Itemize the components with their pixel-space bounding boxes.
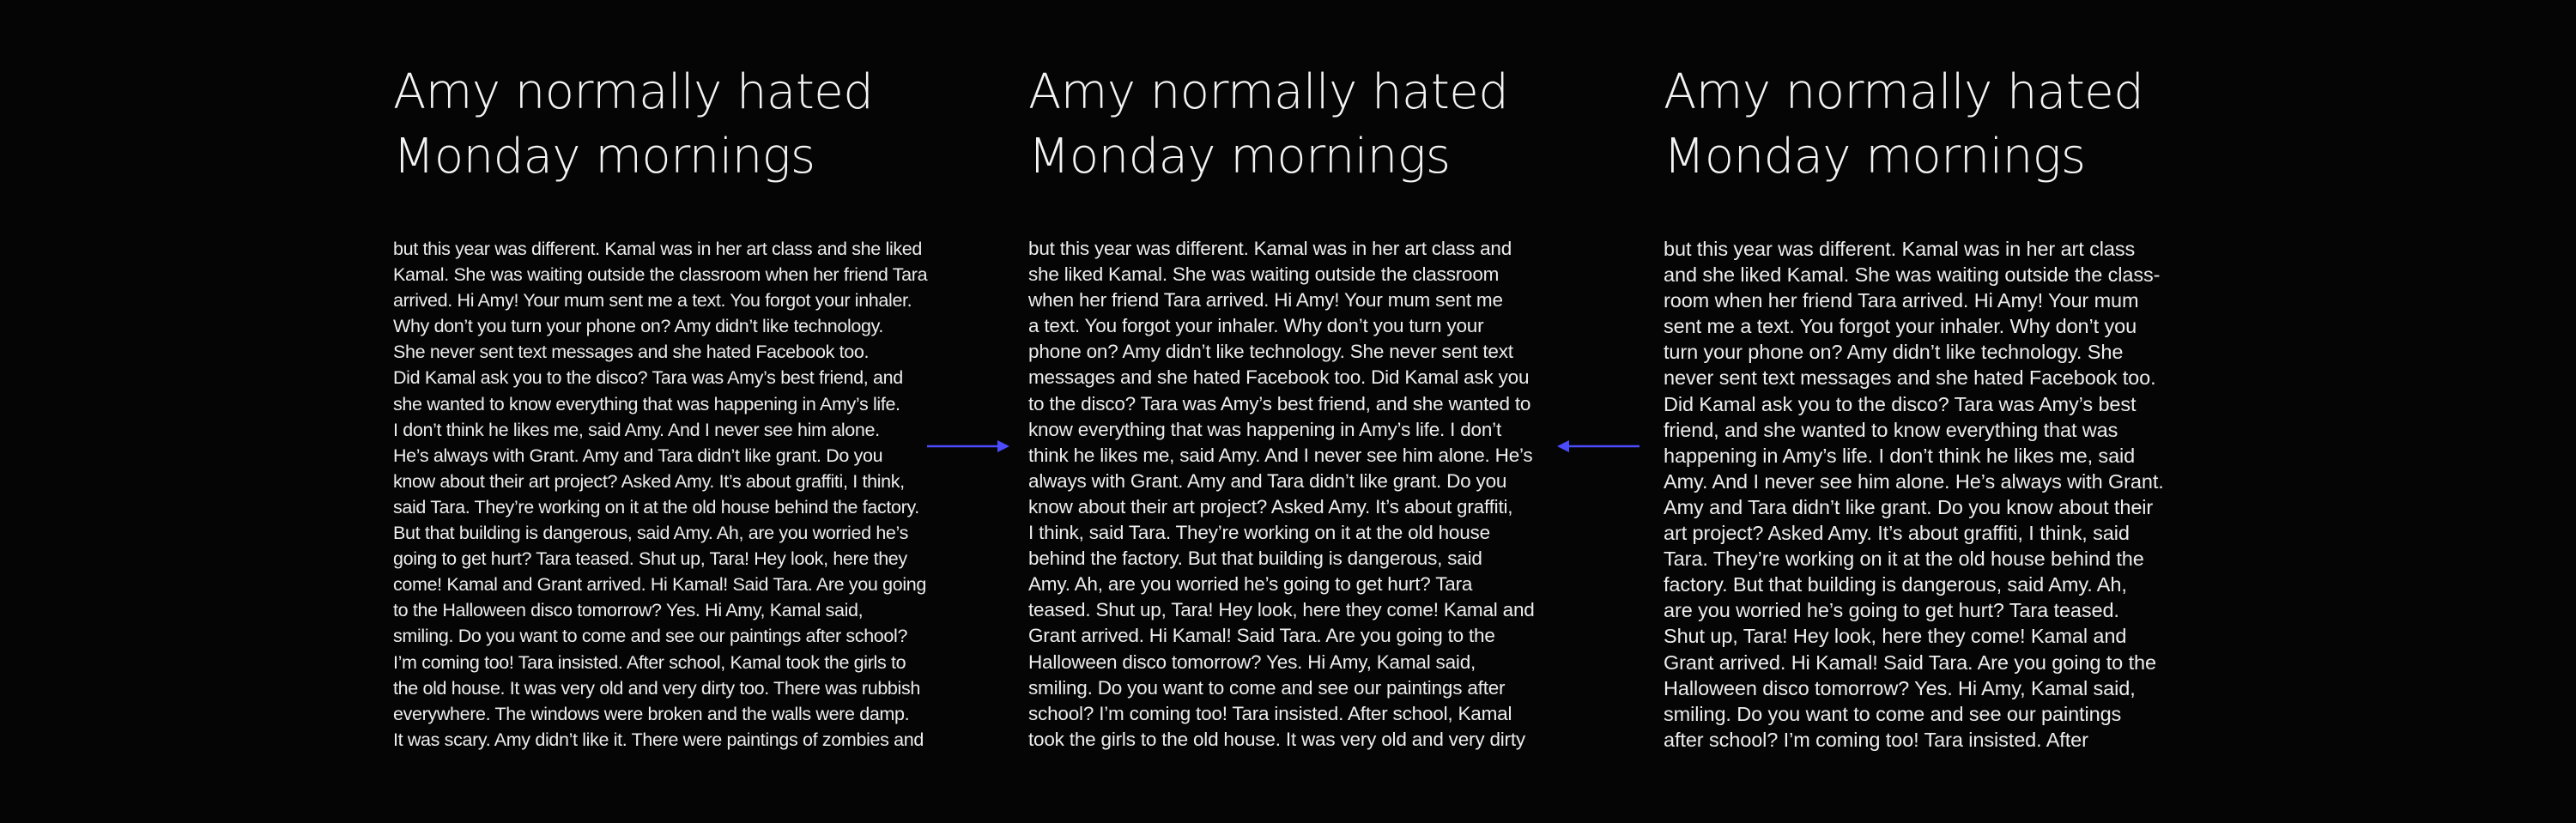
text-line: took the girls to the old house. It was very old and very dirty [1028,728,1525,750]
text-line: come! Kamal and Grant arrived. Hi Kamal! Said Tara. Are you going [393,574,926,596]
text-line: I think, said Tara. They’re working on it at the old house [1028,522,1490,544]
text-line: I don’t think he likes me, said Amy. And I never see him alone. [393,419,880,440]
text-line: always with Grant. Amy and Tara didn’t like grant. Do you [1028,469,1507,492]
text-line: Why don’t you turn your phone on? Amy didn’t like technology. [393,316,884,337]
text-line: are you worried he’s going to get hurt? Tara teased. [1664,599,2119,622]
text-line: the old house. It was very old and very dirty too. There was rubbish [393,677,920,699]
text-line: everywhere. The windows were broken and the walls were damp. [393,703,910,724]
column-heading [393,60,918,189]
text-line: arrived. Hi Amy! Your mum sent me a text. You forgot your inhaler. [393,290,912,312]
text-line: It was scary. Amy didn’t like it. There were paintings of zombies and [393,729,924,750]
text-line: to the Halloween disco tomorrow? Yes. Hi Amy, Kamal said, [393,600,864,621]
text-line: Tara. They’re working on it at the old house behind the [1664,548,2144,571]
text-line: she wanted to know everything that was happening in Amy’s life. [393,393,900,415]
text-line: But that building is dangerous, said Amy. Ah, are you worried he’s [393,523,908,544]
text-line: Grant arrived. Hi Kamal! Said Tara. Are you going to the [1664,651,2156,674]
text-line: phone on? Amy didn’t like technology. She never sent text [1028,341,1513,363]
text-line: said Tara. They’re working on it at the old house behind the factory. [393,496,919,517]
text-line: Did Kamal ask you to the disco? Tara was Amy’s best friend, and [393,367,903,389]
text-column-condensed [393,60,928,753]
column-heading [1028,60,1554,189]
text-line: she liked Kamal. She was waiting outside the classroom [1028,263,1500,286]
text-line: but this year was different. Kamal was in her art class and she liked [393,239,922,259]
text-line: when her friend Tara arrived. Hi Amy! Your mum sent me [1028,289,1503,312]
text-line: smiling. Do you want to come and see our paintings after [1028,676,1506,699]
text-line: teased. Shut up, Tara! Hey look, here they come! Kamal and [1028,599,1535,621]
arrow-right-icon [925,438,1011,455]
text-line: Kamal. She was waiting outside the classroom when her friend Tara [393,264,928,286]
text-line: smiling. Do you want to come and see our paintings [1664,702,2122,725]
text-line: know about their art project? Asked Amy. It’s about graffiti, [1028,495,1513,517]
text-line: Halloween disco tomorrow? Yes. Hi Amy, Kamal said, [1664,676,2136,699]
text-line: going to get hurt? Tara teased. Shut up, Tara! Hey look, here they [393,548,907,570]
heading-line: Monday mornings [1664,129,2086,185]
text-line: think he likes me, said Amy. And I never see him alone. He’s [1028,444,1533,466]
text-line: Halloween disco tomorrow? Yes. Hi Amy, Kamal said, [1028,651,1476,673]
text-line: happening in Amy’s life. I don’t think he likes me, said [1664,444,2136,467]
text-line: art project? Asked Amy. It’s about graffiti, I think, said [1664,522,2130,545]
text-column-wide [1664,60,2189,753]
text-line: room when her friend Tara arrived. Hi Amy! Your mum [1664,289,2139,312]
text-column-regular [1028,60,1554,753]
text-line: school? I’m coming too! Tara insisted. After school, Kamal [1028,702,1512,724]
text-line: behind the factory. But that building is dangerous, said [1028,548,1482,570]
text-line: Amy. And I never see him alone. He’s always with Grant. [1664,469,2164,493]
text-line: Grant arrived. Hi Kamal! Said Tara. Are you going to the [1028,625,1495,647]
text-line: but this year was different. Kamal was in her art class [1664,238,2136,260]
text-line: after school? I’m coming too! Tara insisted. After [1664,728,2088,751]
heading-line: Amy normally hated [393,64,874,120]
text-line: and she liked Kamal. She was waiting outside the class- [1664,263,2161,287]
text-line: a text. You forgot your inhaler. Why don’t you turn your [1028,315,1484,337]
text-line: She never sent text messages and she hated Facebook too. [393,342,870,363]
text-line: turn your phone on? Amy didn’t like technology. She [1664,341,2124,364]
text-line: Amy. Ah, are you worried he’s going to get hurt? Tara [1028,573,1473,596]
text-line: smiling. Do you want to come and see our paintings after school? [393,626,908,647]
body-paragraph [1028,236,1554,753]
text-line: sent me a text. You forgot your inhaler. Why don’t you [1664,315,2137,338]
column-heading [1664,60,2189,189]
text-line: I’m coming too! Tara insisted. After school, Kamal took the girls to [393,651,906,673]
text-line: never sent text messages and she hated Facebook too. [1664,366,2156,390]
text-line: He’s always with Grant. Amy and Tara didn’t like grant. Do you [393,445,883,466]
heading-line: Monday mornings [1028,129,1451,185]
text-line: Shut up, Tara! Hey look, here they come! Kamal and [1664,625,2127,648]
text-line: to the disco? Tara was Amy’s best friend, and she wanted to [1028,392,1531,415]
arrow-left-icon [1555,438,1641,455]
heading-line: Amy normally hated [1664,64,2144,120]
heading-line: Amy normally hated [1028,64,1509,120]
heading-line: Monday mornings [393,129,815,185]
body-paragraph [1664,236,2189,753]
text-line: factory. But that building is dangerous, said Amy. Ah, [1664,573,2127,596]
text-line: but this year was different. Kamal was in her art class and [1028,238,1512,259]
text-line: know everything that was happening in Amy’s life. I don’t [1028,418,1502,440]
text-line: messages and she hated Facebook too. Did Kamal ask you [1028,366,1530,389]
text-line: Did Kamal ask you to the disco? Tara was Amy’s best [1664,392,2137,415]
text-line: know about their art project? Asked Amy. It’s about graffiti, I think, [393,470,905,492]
text-line: Amy and Tara didn’t like grant. Do you know about their [1664,495,2154,518]
body-paragraph [393,236,928,753]
text-line: friend, and she wanted to know everything that was [1664,418,2118,441]
